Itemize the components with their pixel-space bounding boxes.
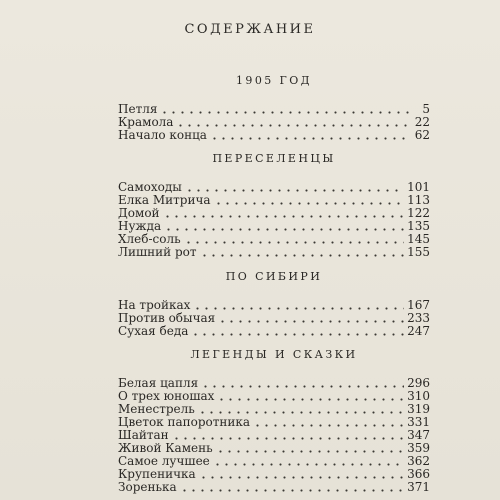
entry-page: 359 [407, 441, 430, 455]
section-1905 [118, 74, 430, 142]
toc-entry [118, 129, 430, 142]
dot-leader [172, 437, 404, 440]
dot-leader [185, 189, 404, 192]
entry-page: 167 [407, 298, 430, 312]
dot-leader [184, 241, 404, 244]
section-title: ПЕРЕСЕЛЕНЦЫ [212, 152, 336, 165]
dot-leader [191, 333, 404, 336]
dot-leader [213, 463, 404, 466]
entry-page: 5 [422, 102, 430, 116]
entry-page: 296 [407, 376, 430, 390]
entry-title: Крупеничка [118, 467, 196, 481]
section-title: ПО СИБИРИ [225, 270, 323, 283]
section-title: 1905 ГОД [236, 74, 312, 87]
entry-title: Цветок папоротника [118, 415, 251, 429]
entry-page: 113 [407, 193, 430, 207]
dot-leader [176, 124, 411, 127]
entry-page: 145 [407, 232, 430, 246]
dot-leader [214, 202, 405, 205]
toc-entry [118, 207, 430, 220]
entry-title: Белая цапля [118, 376, 199, 390]
section-title: ЛЕГЕНДЫ И СКАЗКИ [190, 348, 358, 361]
entry-page: 366 [407, 467, 430, 481]
dot-leader [160, 111, 411, 114]
entry-page: 331 [407, 415, 430, 429]
toc-entry [118, 481, 430, 494]
entry-title: Крамола [118, 115, 174, 129]
section-legendy-i-skazki [118, 348, 430, 494]
dot-leader [210, 137, 411, 140]
dot-leader [164, 228, 404, 231]
entry-page: 101 [407, 180, 430, 194]
dot-leader [163, 215, 405, 218]
entry-title: Хлеб-соль [118, 232, 181, 246]
entry-title: Домой [118, 206, 160, 220]
entry-list [118, 377, 430, 494]
entry-page: 371 [407, 480, 430, 494]
entry-page: 310 [407, 389, 430, 403]
entry-page: 22 [414, 115, 430, 129]
entry-page: 247 [407, 324, 430, 338]
entry-title: Зоренька [118, 480, 177, 494]
section-pereselentsy [118, 152, 430, 259]
contents-title: СОДЕРЖАНИЕ [184, 22, 316, 37]
dot-leader [199, 476, 404, 479]
dot-leader [253, 424, 404, 427]
entry-list [118, 181, 430, 259]
entry-title: Сухая беда [118, 324, 189, 338]
toc-entry [118, 325, 430, 338]
entry-page: 122 [407, 206, 430, 220]
entry-list [118, 103, 430, 142]
entry-title: Живой Камень [118, 441, 213, 455]
dot-leader [217, 398, 404, 401]
entry-page: 319 [407, 402, 430, 416]
dot-leader [201, 385, 404, 388]
entry-title: Нужда [118, 219, 162, 233]
dot-leader [198, 411, 404, 414]
dot-leader [200, 254, 405, 257]
entry-title: Петля [118, 102, 158, 116]
dot-leader [180, 489, 404, 492]
entry-title: Менестрель [118, 402, 195, 416]
entry-title: Начало конца [118, 128, 207, 142]
entry-page: 62 [414, 128, 430, 142]
entry-page: 135 [407, 219, 430, 233]
entry-title: Лишний рот [118, 245, 197, 259]
entry-page: 233 [407, 311, 430, 325]
entry-list [118, 299, 430, 338]
entry-title: О трех юношах [118, 389, 215, 403]
entry-title: Шайтан [118, 428, 169, 442]
entry-title: Против обычая [118, 311, 216, 325]
entry-page: 347 [407, 428, 430, 442]
toc-entry [118, 246, 430, 259]
entry-page: 362 [407, 454, 430, 468]
entry-title: На тройках [118, 298, 191, 312]
entry-page: 155 [407, 245, 430, 259]
section-po-sibiri [118, 270, 430, 338]
dot-leader [218, 320, 404, 323]
dot-leader [193, 307, 404, 310]
entry-title: Елка Митрича [118, 193, 211, 207]
entry-title: Самоходы [118, 180, 182, 194]
entry-title: Самое лучшее [118, 454, 210, 468]
dot-leader [216, 450, 404, 453]
toc-entry [118, 194, 430, 207]
